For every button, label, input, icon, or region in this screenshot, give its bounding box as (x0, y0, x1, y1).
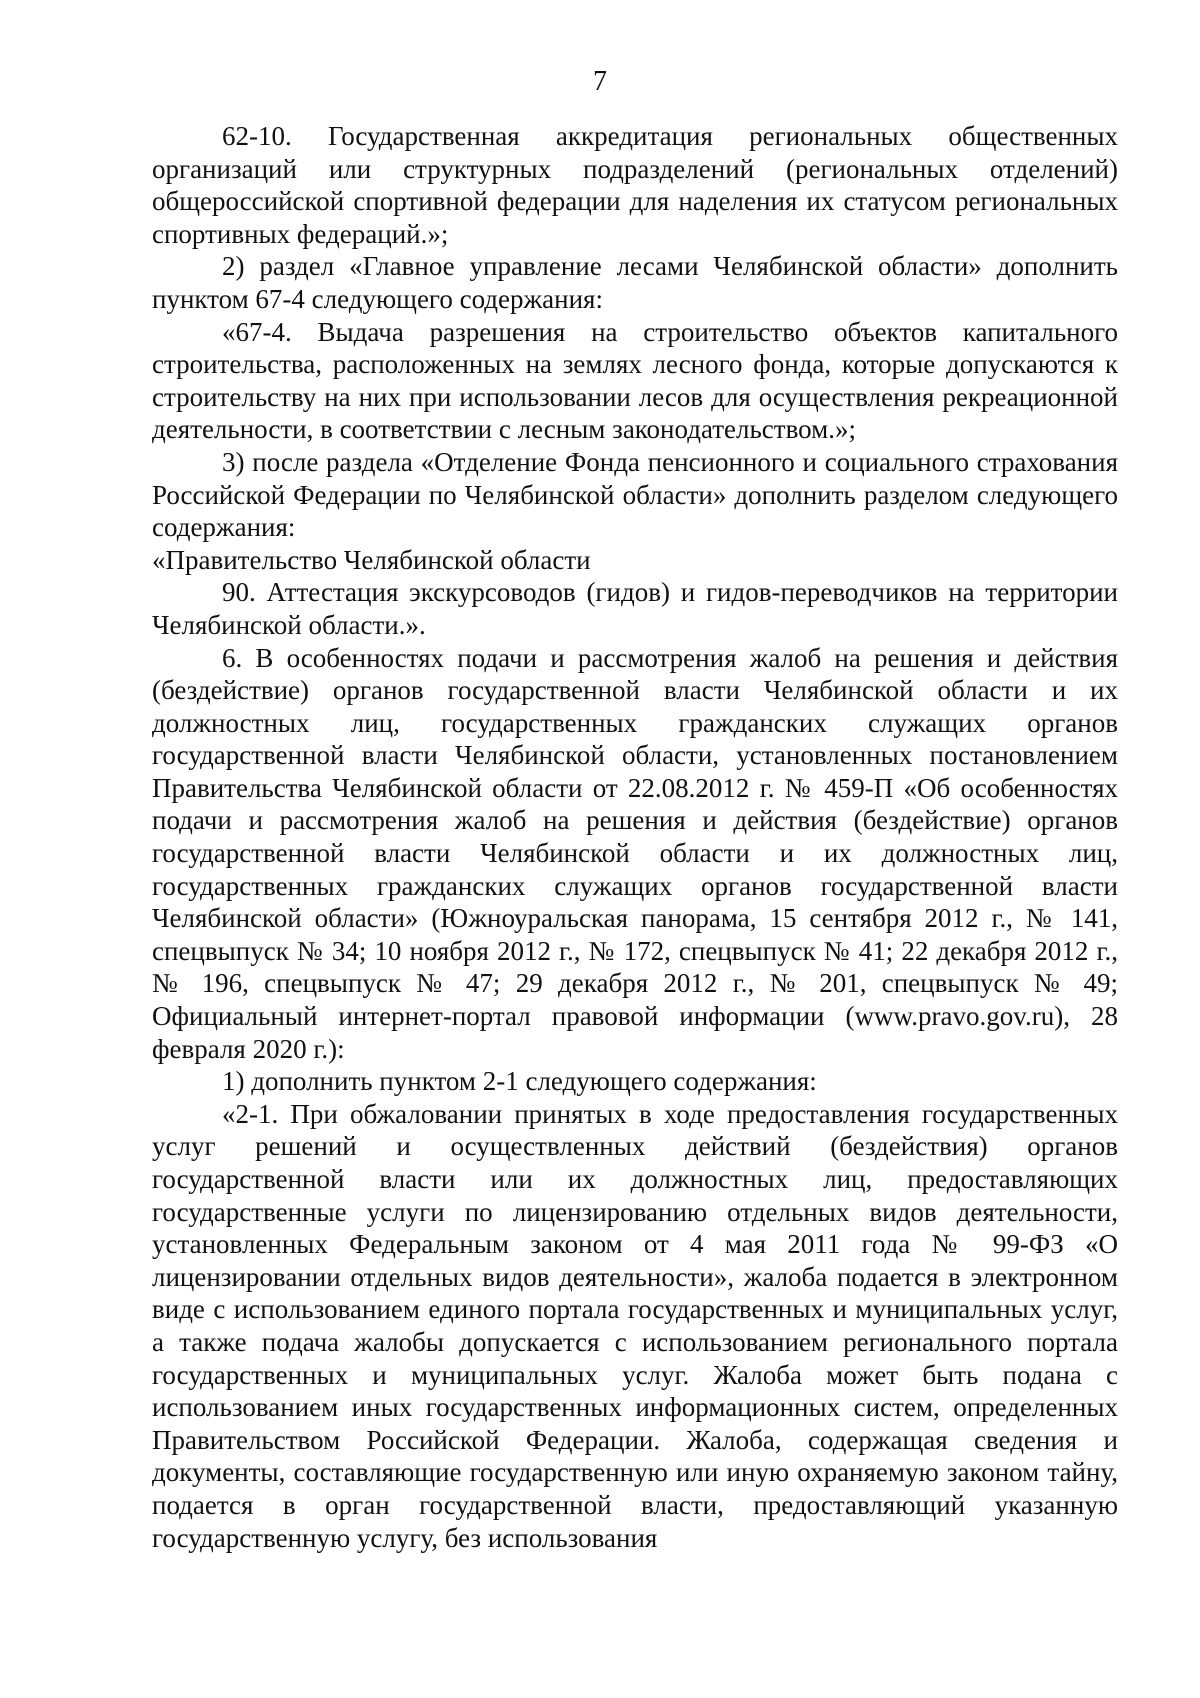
section-heading-government: «Правительство Челябинской области (152, 544, 591, 575)
paragraph-62-10: 62-10. Государственная аккредитация региональных общественных организаций или структурных подразделений (региональных отделений) общероссийской спортивной федерации для наделения их статусом региональных спортивных федераций.»; (152, 121, 1118, 249)
page-number: 7 (593, 66, 607, 97)
paragraph-section-forestry: 2) раздел «Главное управление лесами Челябинской области» дополнить пунктом 67-4 следующего содержания: (152, 251, 1118, 314)
paragraph-90: 90. Аттестация экскурсоводов (гидов) и гидов-переводчиков на территории Челябинской области.». (152, 577, 1118, 640)
paragraph-6-complaints: 6. В особенностях подачи и рассмотрения жалоб на решения и действия (бездействие) органов государственной власти Челябинской области и их должностных лиц, государственных гражданских служащих органов государственной власти Челябинской области, установленных постановлением Правительства Челябинской области от 22.08.2012 г. № 459-П «Об особенностях подачи и рассмотрения жалоб на решения и действия (бездействие) органов государственной власти Челябинской области и их должностных лиц, государственных гражданских служащих органов государственной власти Челябинской области» (Южноуральская панорама, 15 сентября 2012 г., № 141, спецвыпуск № 34; 10 ноября 2012 г., № 172, спецвыпуск № 41; 22 декабря 2012 г., № 196, спецвыпуск № 47; 29 декабря 2012 г., № 201, спецвыпуск № 49; Официальный интернет-портал правовой информации (www.pravo.gov.ru), 28 февраля 2020 г.): (152, 642, 1118, 1064)
paragraph-67-4: «67-4. Выдача разрешения на строительство объектов капитального строительства, расположенных на землях лесного фонда, которые допускаются к строительству на них при использовании лесов для осуществления рекреационной деятельности, в соответствии с лесным законодательством.»; (152, 316, 1118, 445)
paragraph-section-pension-fund: 3) после раздела «Отделение Фонда пенсионного и социального страхования Российской Федерации по Челябинской области» дополнить разделом следующего содержания: (152, 446, 1118, 543)
paragraph-2-1: «2-1. При обжаловании принятых в ходе предоставления государственных услуг решений и осуществленных действий (бездействия) органов государственной власти или их должностных лиц, предоставляющих государственные услуги по лицензированию отдельных видов деятельности, установленных Федеральным законом от 4 мая 2011 года № 99-ФЗ «О лицензировании отдельных видов деятельности», жалоба подается в электронном виде с использованием единого портала государственных и муниципальных услуг, а также подача жалобы допускается с использованием регионального портала государственных и муниципальных услуг. Жалоба может быть подана с использованием иных государственных информационных систем, определенных Правительством Российской Федерации. Жалоба, содержащая сведения и документы, составляющие государственную или иную охраняемую законом тайну, подается в орган государственной власти, предоставляющий указанную государственную услугу, без использования (152, 1098, 1118, 1553)
paragraph-add-2-1: 1) дополнить пунктом 2-1 следующего содержания: (222, 1066, 817, 1097)
document-body (152, 120, 1118, 1554)
